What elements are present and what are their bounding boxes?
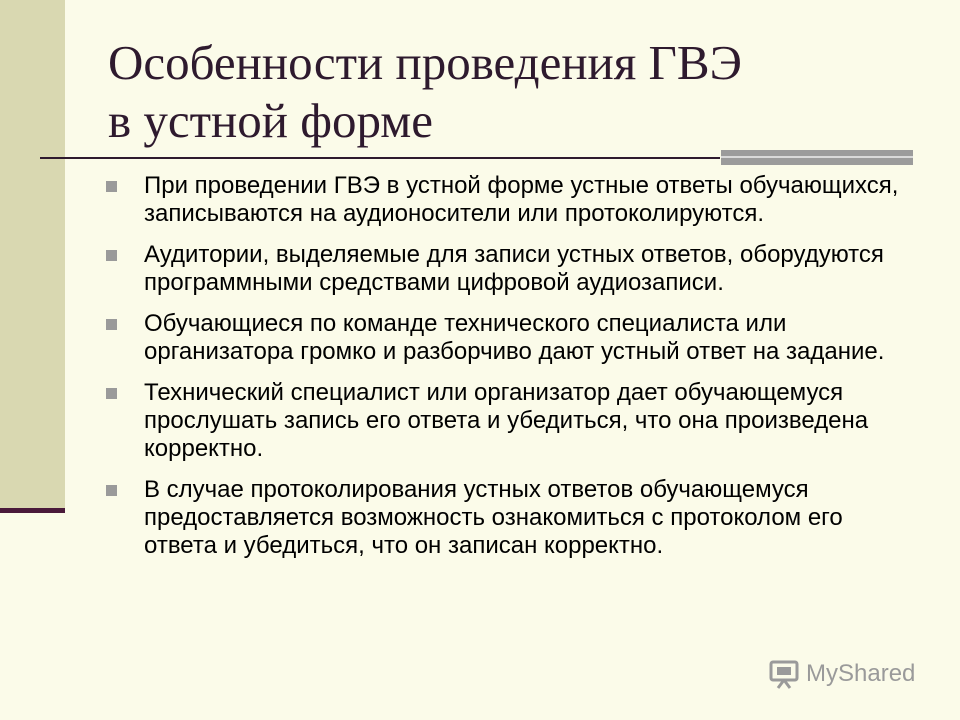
bullet-item (106, 476, 906, 560)
watermark-text: MyShared (806, 660, 916, 687)
myshared-watermark[interactable] (768, 656, 915, 692)
slide-title-line-2: в устной форме (108, 93, 434, 148)
left-decorative-band (0, 0, 65, 510)
bullet-list (106, 172, 906, 573)
slide-title (108, 34, 928, 150)
bullet-text: Обучающиеся по команде технического специалиста или организатора громко и разборчиво дают устный ответ на задание. (144, 310, 885, 365)
square-bullet-icon (106, 485, 117, 496)
square-bullet-icon (106, 319, 117, 330)
title-accent-bar-highlight (721, 156, 913, 158)
bullet-text: Технический специалист или организатор дает обучающемуся прослушать запись его ответа и убедиться, что она произведена корректно. (144, 379, 869, 462)
title-rule (40, 157, 720, 159)
square-bullet-icon (106, 250, 117, 261)
bullet-text: В случае протоколирования устных ответов обучающемуся предоставляется возможность ознакомиться с протоколом его ответа и убедиться, что он записан корректно. (144, 476, 843, 559)
slide-title-line-1: Особенности проведения ГВЭ (108, 35, 742, 90)
left-band-underline (0, 508, 65, 513)
bullet-item (106, 172, 906, 228)
bullet-item (106, 379, 906, 463)
bullet-item (106, 241, 906, 297)
bullet-text: Аудитории, выделяемые для записи устных ответов, оборудуются программными средствами цифровой аудиозаписи. (144, 241, 884, 296)
bullet-text: При проведении ГВЭ в устной форме устные ответы обучающихся, записываются на аудионосители или протоколируются. (144, 172, 899, 227)
square-bullet-icon (106, 388, 117, 399)
presentation-board-icon (768, 658, 800, 690)
square-bullet-icon (106, 181, 117, 192)
bullet-item (106, 310, 906, 366)
